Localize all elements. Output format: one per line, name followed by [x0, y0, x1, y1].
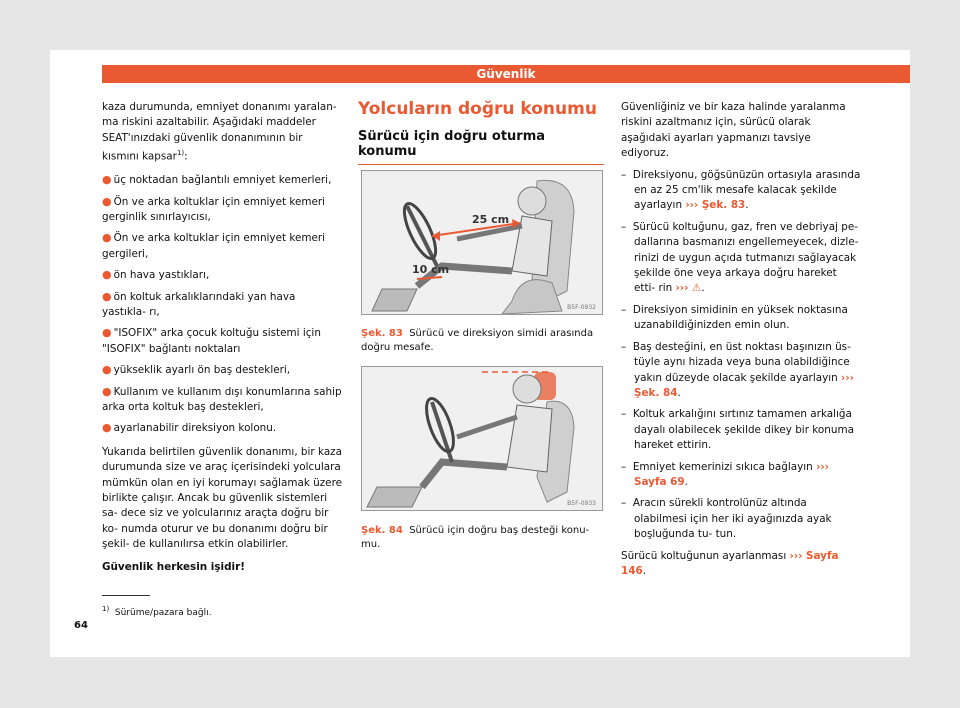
figure-code: B5F-0932 — [567, 304, 596, 311]
page — [50, 50, 910, 657]
bullet-item: ● ön koltuk arkalıklarındaki yan hava yastıkla- rı, — [102, 289, 296, 318]
footnote-ref: 1) — [176, 149, 185, 158]
instruction-item: – Aracın sürekli kontrolünüz altında olabilmesi için her iki ayağınızda ayak boşluğunda tu- tun. — [621, 497, 832, 541]
figure-code: B5F-0933 — [567, 500, 596, 507]
figure-83-caption: Şek. 83 Sürücü ve direksiyon simidi arasında doğru mesafe. — [361, 328, 594, 353]
bullet-item: ● Kullanım ve kullanım dışı konumlarına sahip arka orta koltuk baş destekleri, — [102, 384, 342, 413]
driver-distance-illustration — [362, 171, 602, 314]
headrest-illustration — [362, 367, 602, 510]
left-column — [102, 100, 342, 582]
instruction-item: – Koltuk arkalığını sırtınız tamamen arkalığa dayalı olabilecek şekilde dikey bir konuma hareket ettirin. — [621, 408, 854, 452]
page-link[interactable]: ››› Sayfa 69 — [634, 460, 829, 488]
bullet-item: ● "ISOFIX" arka çocuk koltuğu sistemi için "ISOFIX" bağlantı noktaları — [102, 326, 321, 355]
middle-column — [358, 98, 604, 165]
emphasis-line: Güvenlik herkesin işidir! — [102, 560, 245, 573]
intro-end: : — [184, 150, 188, 163]
bullet-icon: ● — [102, 421, 112, 435]
body-paragraph: Yukarıda belirtilen güvenlik donanımı, bir kaza durumunda size ve araç içerisindeki yolculara mümkün olan en iyi korumayı sağlamak üzere birlikte çalışır. Ancak bu güvenlik sistemleri sa- dece siz ve yolcularınız araçta doğru bir ko- numda oturur ve bu donanımı doğru bir şekil- de kullanılırsa etkin olabilirler. — [102, 445, 343, 551]
figure-link[interactable]: ››› Şek. 84 — [634, 371, 854, 399]
intro-text: kaza durumunda, emniyet donanımı yaralan- ma riskini azaltabilir. Aşağıdaki maddeler SEAT'ınızdaki güvenlik donanımının bir kısmını kapsar — [102, 101, 337, 163]
distance-label-10: 10 cm — [412, 263, 450, 276]
bullet-icon: ● — [102, 173, 112, 187]
footnote-divider — [102, 595, 150, 596]
bullet-icon: ● — [102, 268, 112, 282]
bullet-icon: ● — [102, 326, 112, 340]
bullet-item: ● ayarlanabilir direksiyon kolonu. — [102, 421, 277, 435]
section-title: Yolcuların doğru konumu — [358, 99, 597, 119]
warning-link[interactable]: ››› ⚠ — [675, 282, 702, 295]
intro-paragraph: Güvenliğiniz ve bir kaza halinde yaralanma riskini azaltmanız için, sürücü olarak aşağıdaki ayarları yapmanızı tavsiye ediyoruz. — [621, 101, 846, 160]
page-link[interactable]: ››› Sayfa 146 — [621, 549, 839, 577]
bullet-icon: ● — [102, 194, 112, 208]
section-header: Güvenlik — [102, 65, 910, 83]
bullet-item: ● yükseklik ayarlı ön baş destekleri, — [102, 363, 291, 377]
instruction-item: – Direksiyon simidinin en yüksek noktasına uzanabildiğinizden emin olun. — [621, 303, 848, 332]
figure-84 — [361, 366, 603, 511]
instruction-item: – Sürücü koltuğunu, gaz, fren ve debriyaj pe- dallarına basmanızı engellemeyecek, dizle- rinizi de uygun açıda tutmanızı sağlayacak şekilde öne veya arkaya doğru hareket etti- rin ››› ⚠. — [621, 220, 859, 295]
distance-label-25: 25 cm — [472, 213, 510, 226]
bullet-item: ● Ön ve arka koltuklar için emniyet kemeri gergileri, — [102, 231, 326, 260]
bullet-icon: ● — [102, 231, 112, 245]
bullet-icon: ● — [102, 363, 112, 377]
instruction-item: – Emniyet kemerinizi sıkıca bağlayın ››› Sayfa 69. — [621, 460, 829, 488]
bullet-icon: ● — [102, 289, 112, 303]
right-column — [621, 100, 861, 585]
figure-link[interactable]: ››› Şek. 83 — [685, 199, 746, 212]
outro-paragraph: Sürücü koltuğunun ayarlanması ››› Sayfa 146. — [621, 549, 839, 577]
bullet-item: ● Ön ve arka koltuklar için emniyet kemeri gerginlik sınırlayıcısı, — [102, 194, 326, 223]
instruction-item: – Baş desteğini, en üst noktası başınızın üs- tüyle aynı hizada veya buna olabildiğince yakın düzeyde olacak şekilde ayarlayın ››› Şek. 84. — [621, 340, 854, 399]
page-number: 64 — [74, 620, 88, 631]
intro-paragraph — [102, 100, 342, 165]
instruction-item: – Direksiyonu, göğsünüzün ortasıyla arasında en az 25 cm'lik mesafe kalacak şekilde ayarlayın ››› Şek. 83. — [621, 168, 861, 212]
bullet-item: ● üç noktadan bağlantılı emniyet kemerleri, — [102, 173, 332, 187]
figure-83 — [361, 170, 603, 315]
bullet-icon: ● — [102, 384, 112, 398]
figure-84-caption: Şek. 84 Sürücü için doğru baş desteği konu- mu. — [361, 525, 590, 550]
footnote: $^{1)}$ Sürüme/pazara bağlı. — [102, 605, 212, 618]
bullet-item: ● ön hava yastıkları, — [102, 268, 210, 282]
subsection-title: Sürücü için doğru oturma konumu — [358, 129, 604, 165]
